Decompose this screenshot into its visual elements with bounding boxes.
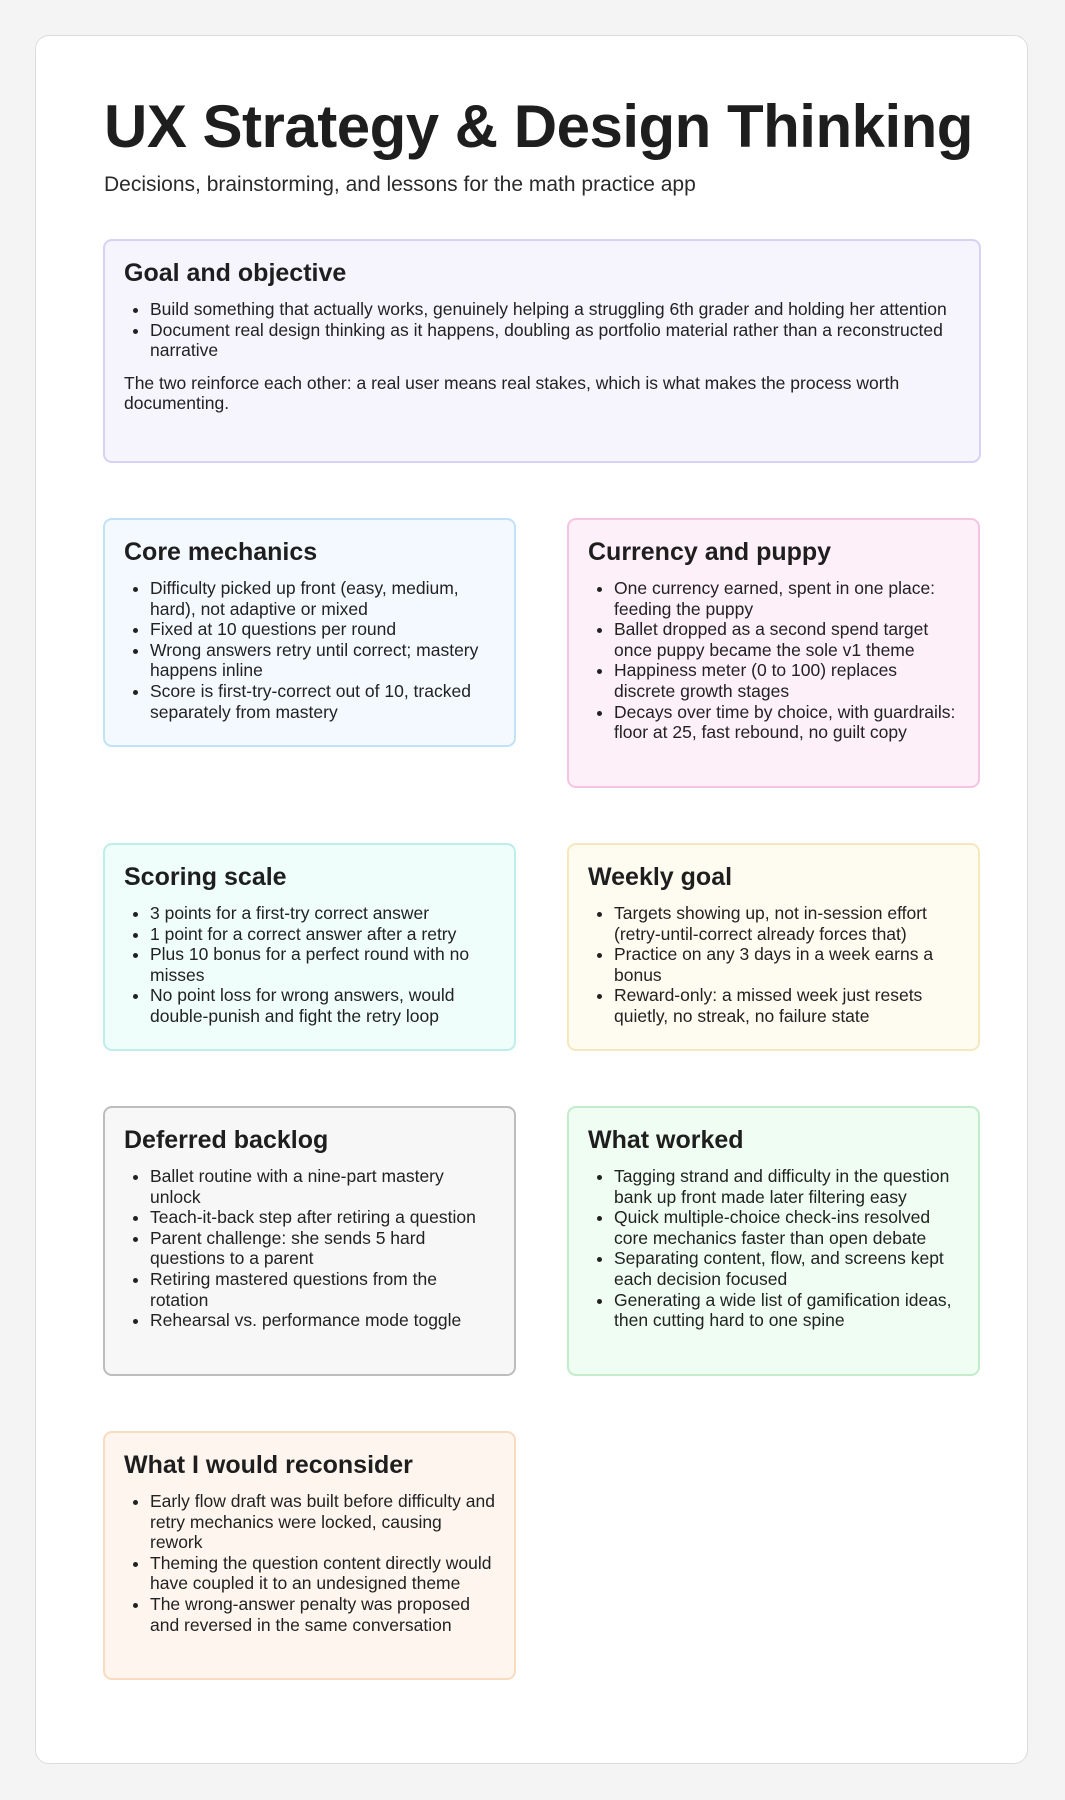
list-item: • Retiring mastered questions from the rotation (150, 1269, 495, 1310)
reconsider-title: What I would reconsider (124, 1451, 413, 1479)
list-item: • 1 point for a correct answer after a retry (150, 924, 495, 945)
list-item: • Tagging strand and difficulty in the question bank up front made later filtering easy (614, 1166, 959, 1207)
list-item: • Happiness meter (0 to 100) replaces discrete growth stages (614, 660, 959, 701)
what-worked-card (567, 1106, 980, 1376)
deferred-backlog-card (103, 1106, 516, 1376)
goal-note: The two reinforce each other: a real user means real stakes, which is what makes the process worth documenting. (124, 372, 900, 414)
list-item: • Difficulty picked up front (easy, medium, hard), not adaptive or mixed (150, 578, 495, 619)
what-worked-title: What worked (588, 1126, 744, 1154)
weekly-goal-card (567, 843, 980, 1051)
list-item: • Ballet dropped as a second spend target once puppy became the sole v1 theme (614, 619, 959, 660)
list-item: • Rehearsal vs. performance mode toggle (150, 1310, 495, 1331)
goal-card (103, 239, 981, 463)
list-item: • Parent challenge: she sends 5 hard questions to a parent (150, 1228, 495, 1269)
deferred-backlog-list (124, 1166, 495, 1331)
list-item: • No point loss for wrong answers, would double-punish and fight the retry loop (150, 985, 495, 1026)
document-page (35, 35, 1028, 1764)
list-item: • The wrong-answer penalty was proposed and reversed in the same conversation (150, 1594, 495, 1635)
list-item: • Fixed at 10 questions per round (150, 619, 495, 640)
goal-card-title: Goal and objective (124, 259, 347, 287)
reconsider-card (103, 1431, 516, 1680)
list-item: • One currency earned, spent in one place: feeding the puppy (614, 578, 959, 619)
deferred-backlog-title: Deferred backlog (124, 1126, 329, 1154)
page-title: UX Strategy & Design Thinking (104, 93, 973, 160)
list-item: • Build something that actually works, genuinely helping a struggling 6th grader and holding her attention (150, 299, 960, 320)
scoring-card (103, 843, 516, 1051)
core-mechanics-card (103, 518, 516, 747)
reconsider-list (124, 1491, 495, 1635)
list-item: • Wrong answers retry until correct; mastery happens inline (150, 640, 495, 681)
list-item: • Teach-it-back step after retiring a question (150, 1207, 495, 1228)
list-item: • Ballet routine with a nine-part mastery unlock (150, 1166, 495, 1207)
list-item: • Separating content, flow, and screens kept each decision focused (614, 1248, 959, 1289)
goal-list (124, 299, 960, 361)
list-item: • Early flow draft was built before difficulty and retry mechanics were locked, causing rework (150, 1491, 495, 1553)
scoring-title: Scoring scale (124, 863, 287, 891)
currency-card (567, 518, 980, 788)
list-item: • Decays over time by choice, with guardrails: floor at 25, fast rebound, no guilt copy (614, 702, 959, 743)
core-mechanics-list (124, 578, 495, 722)
currency-title: Currency and puppy (588, 538, 832, 566)
list-item: • Score is first-try-correct out of 10, tracked separately from mastery (150, 681, 495, 722)
scoring-list (124, 903, 495, 1027)
page-subtitle: Decisions, brainstorming, and lessons for the math practice app (104, 173, 696, 196)
list-item: • Generating a wide list of gamification ideas, then cutting hard to one spine (614, 1290, 959, 1331)
core-mechanics-title: Core mechanics (124, 538, 318, 566)
weekly-goal-title: Weekly goal (588, 863, 733, 891)
list-item: • Reward-only: a missed week just resets quietly, no streak, no failure state (614, 985, 959, 1026)
weekly-goal-list (588, 903, 959, 1027)
currency-list (588, 578, 959, 743)
list-item: • Practice on any 3 days in a week earns a bonus (614, 944, 959, 985)
list-item: • Quick multiple-choice check-ins resolved core mechanics faster than open debate (614, 1207, 959, 1248)
list-item: • 3 points for a first-try correct answer (150, 903, 495, 924)
what-worked-list (588, 1166, 959, 1331)
list-item: • Document real design thinking as it happens, doubling as portfolio material rather than a reconstructed narrative (150, 320, 960, 361)
list-item: • Plus 10 bonus for a perfect round with no misses (150, 944, 495, 985)
list-item: • Targets showing up, not in-session effort (retry-until-correct already forces that) (614, 903, 959, 944)
list-item: • Theming the question content directly would have coupled it to an undesigned theme (150, 1553, 495, 1594)
